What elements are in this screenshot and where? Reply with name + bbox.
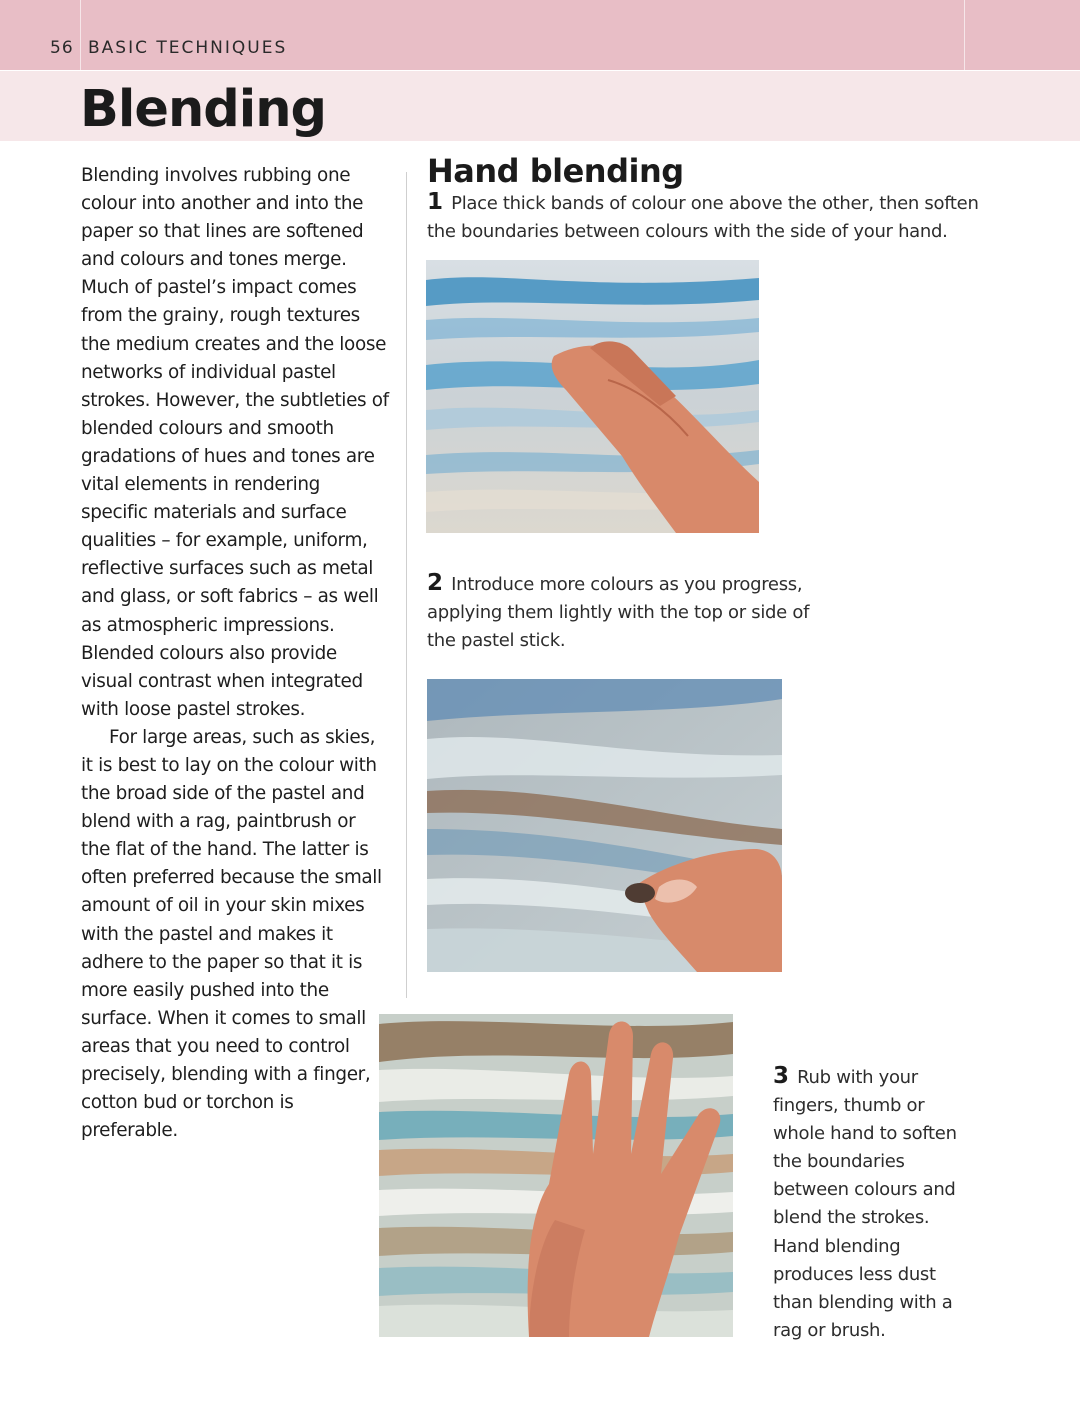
column-rule <box>406 172 407 998</box>
step-number: 1 <box>427 189 443 215</box>
step-2-caption <box>427 569 822 655</box>
section-heading: Hand blending <box>427 152 684 190</box>
intro-paragraph: Blending involves rubbing one colour into another and into the paper so that lines are softened and colours and tones merge. Much of pastel’s impact comes from the grainy, rough textures the medium creates and the loose networks of individual pastel strokes. However, the subtleties of blended colours and smooth gradations of hues and tones are vital elements in rendering specific materials and surface qualities – for example, uniform, reflective surfaces such as metal and glass, or soft fabrics – as well as atmospheric impressions. Blended colours also provide visual contrast when integrated with loose pastel strokes. <box>81 165 389 720</box>
step-3-caption <box>773 1062 973 1345</box>
step-text: Introduce more colours as you progress, applying them lightly with the top or side of the pastel stick. <box>427 574 810 652</box>
section-label: BASIC TECHNIQUES <box>88 38 288 58</box>
step-3-photo <box>379 1014 733 1337</box>
page-title: Blending <box>80 80 327 139</box>
header-band <box>0 0 1080 70</box>
page-number: 56 <box>50 38 74 58</box>
step-number: 3 <box>773 1063 789 1089</box>
step-text: Place thick bands of colour one above the other, then soften the boundaries between colours with the side of your hand. <box>427 193 979 243</box>
step-1-photo <box>426 260 759 533</box>
intro-paragraph: For large areas, such as skies, it is best to lay on the colour with the broad side of the pastel and blend with a rag, paintbrush or the flat of the hand. The latter is often preferred because the small amount of oil in your skin mixes with the pastel and makes it adhere to the paper so that it is more easily pushed into the surface. When it comes to small areas that you need to control precisely, blending with a finger, cotton bud or torchon is preferable. <box>81 726 382 1142</box>
step-number: 2 <box>427 570 443 596</box>
intro-text <box>81 162 389 1145</box>
step-text: Rub with your fingers, thumb or whole hand to soften the boundaries between colours and blend the strokes. Hand blending produces less dust than blending with a rag or brush. <box>773 1067 957 1341</box>
step-2-photo <box>427 679 782 972</box>
header-divider <box>964 0 965 70</box>
header-divider <box>80 0 81 70</box>
step-1-caption <box>427 188 987 246</box>
